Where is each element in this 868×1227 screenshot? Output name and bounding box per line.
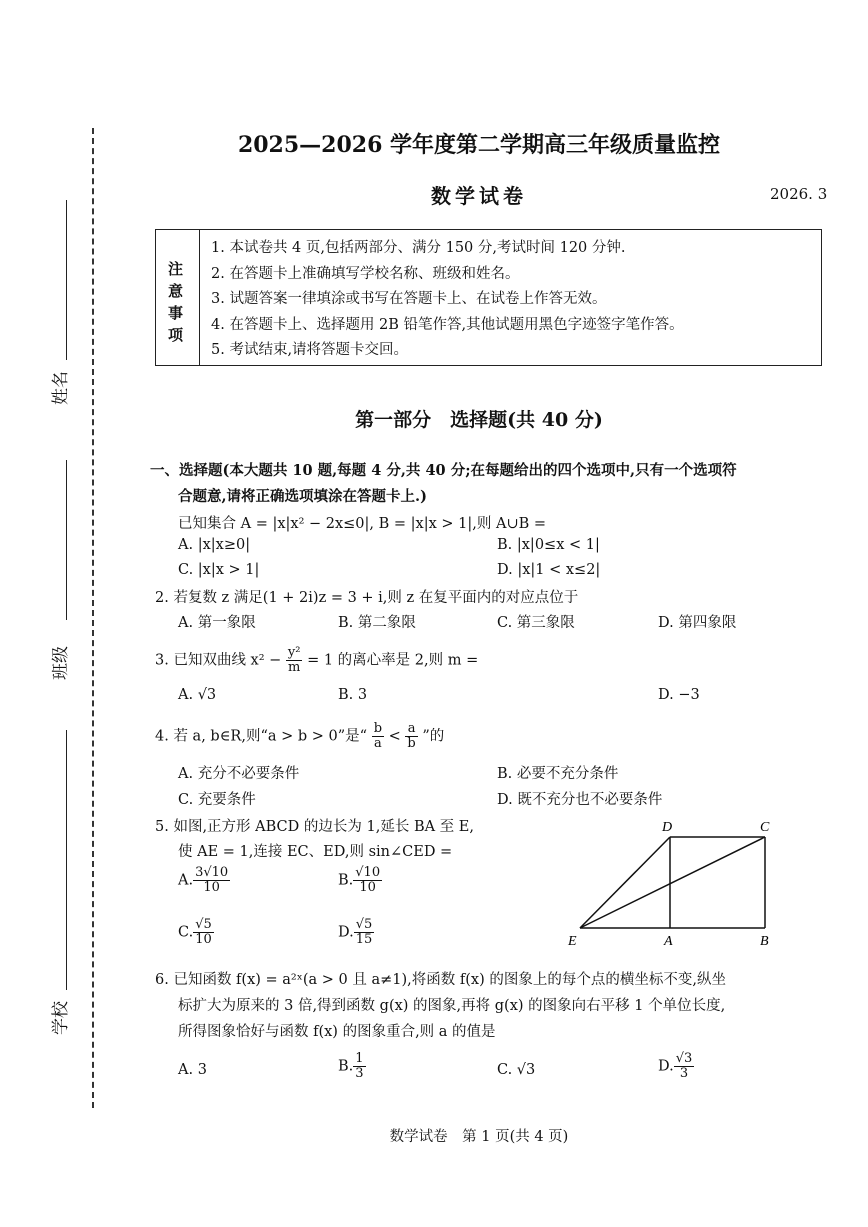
q6-option-d bbox=[658, 1052, 694, 1081]
instructions-line-2: 合题意,请将正确选项填涂在答题卡上.) bbox=[178, 488, 427, 505]
q1-stem: 已知集合 A = |x|x² − 2x≤0|, B = |x|x > 1|,则 A∪B = bbox=[178, 516, 547, 532]
q6-option-b bbox=[338, 1052, 366, 1081]
page-footer: 数学试卷 第 1 页(共 4 页) bbox=[389, 1129, 569, 1145]
q6-option-a: A. 3 bbox=[178, 1062, 207, 1078]
q4-fraction-1 bbox=[372, 722, 384, 751]
q2-stem: 2. 若复数 z 满足(1 + 2i)z = 3 + i,则 z 在复平面内的对应点位于 bbox=[155, 590, 579, 606]
q4-option-a: A. 充分不必要条件 bbox=[178, 766, 300, 782]
exam-title: 2025—2026 学年度第二学期高三年级质量监控 bbox=[237, 132, 721, 158]
q4-stem-pre: 4. 若 a, b∈R,则“a > b > 0”是“ bbox=[155, 728, 368, 745]
instructions-line-1: 一、选择题(本大题共 10 题,每题 4 分,共 40 分;在每题给出的四个选项中,只有一个选项符 bbox=[150, 462, 737, 479]
q5-b-num: √10 bbox=[355, 865, 381, 880]
name-label: 姓名 bbox=[51, 371, 71, 405]
q5-b-den: 10 bbox=[359, 880, 376, 895]
notice-item: 2. 在答题卡上准确填写学校名称、班级和姓名。 bbox=[211, 265, 520, 282]
q4-stem-post: ”的 bbox=[422, 728, 445, 745]
q3-option-d: D. −3 bbox=[658, 687, 700, 703]
q2-option-c: C. 第三象限 bbox=[497, 615, 575, 631]
binding-dashed-line bbox=[92, 128, 94, 1108]
q4-option-d: D. 既不充分也不必要条件 bbox=[497, 792, 663, 808]
q6-line-2: 标扩大为原来的 3 倍,得到函数 g(x) 的图象,再将 g(x) 的图象向右平移 1 个单位长度, bbox=[178, 998, 726, 1014]
q6-b-num: 1 bbox=[355, 1051, 364, 1066]
q6-line-1: 6. 已知函数 f(x) = a²ˣ(a > 0 且 a≠1),将函数 f(x) 的图象上的每个点的横坐标不变,纵坐 bbox=[155, 972, 726, 988]
q2-option-b: B. 第二象限 bbox=[338, 615, 416, 631]
q3-frac-den: m bbox=[288, 660, 301, 675]
q3-option-a: A. √3 bbox=[178, 687, 217, 703]
q5-a-num: 3√10 bbox=[195, 865, 229, 880]
q6-option-c: C. √3 bbox=[497, 1062, 536, 1078]
q5-option-c bbox=[178, 918, 214, 947]
q6-b-fraction bbox=[353, 1052, 365, 1081]
name-write-line bbox=[66, 200, 67, 360]
q4-option-c: C. 充要条件 bbox=[178, 792, 256, 808]
notice-item: 4. 在答题卡上、选择题用 2B 铅笔作答,其他试题用黑色字迹签字笔作答。 bbox=[211, 316, 684, 333]
notice-items bbox=[211, 236, 684, 364]
q5-d-label: D. bbox=[338, 924, 354, 941]
q5-b-label: B. bbox=[338, 872, 354, 889]
q5-option-b bbox=[338, 866, 382, 895]
point-d-label: D bbox=[662, 820, 673, 835]
q1-option-b: B. |x|0≤x < 1| bbox=[497, 537, 600, 553]
school-label: 学校 bbox=[51, 1001, 71, 1035]
q4-f1-num: b bbox=[373, 721, 383, 736]
q6-d-den: 3 bbox=[679, 1066, 689, 1081]
q5-a-fraction bbox=[193, 866, 230, 895]
notice-heading bbox=[156, 230, 200, 365]
q5-c-fraction bbox=[193, 918, 214, 947]
notice-head-char: 项 bbox=[168, 326, 184, 344]
q6-d-label: D. bbox=[658, 1058, 674, 1075]
q5-option-a bbox=[178, 866, 230, 895]
section-title: 第一部分 选择题(共 40 分) bbox=[355, 409, 603, 431]
q5-c-num: √5 bbox=[195, 917, 212, 932]
q5-c-den: 10 bbox=[195, 932, 212, 947]
q6-b-label: B. bbox=[338, 1058, 354, 1075]
q5-a-label: A. bbox=[178, 872, 194, 889]
segment-ec bbox=[580, 837, 765, 928]
q5-b-fraction bbox=[353, 866, 382, 895]
notice-head-char: 注 bbox=[168, 260, 184, 278]
point-c-label: C bbox=[760, 820, 770, 835]
q3-stem bbox=[155, 646, 478, 675]
q5-line-1: 5. 如图,正方形 ABCD 的边长为 1,延长 BA 至 E, bbox=[155, 819, 474, 835]
q1-option-a: A. |x|x≥0| bbox=[178, 537, 251, 553]
q2-option-a: A. 第一象限 bbox=[178, 615, 256, 631]
q5-d-fraction bbox=[354, 918, 375, 947]
q6-b-den: 3 bbox=[355, 1066, 364, 1081]
point-a-label: A bbox=[664, 934, 673, 949]
q5-line-2: 使 AE = 1,连接 EC、ED,则 sin∠CED = bbox=[178, 844, 453, 860]
q6-d-num: √3 bbox=[675, 1051, 693, 1066]
q4-f2-num: a bbox=[405, 722, 417, 737]
segment-ed bbox=[580, 837, 670, 928]
q4-fraction-2 bbox=[405, 722, 417, 751]
q6-line-3: 所得图象恰好与函数 f(x) 的图象重合,则 a 的值是 bbox=[178, 1024, 496, 1040]
q5-d-den: 15 bbox=[355, 932, 373, 947]
notice-box bbox=[155, 229, 822, 366]
class-write-line bbox=[66, 460, 67, 620]
q1-option-d: D. |x|1 < x≤2| bbox=[497, 562, 601, 578]
q4-less-than: < bbox=[388, 728, 401, 745]
q5-geometry-figure bbox=[560, 815, 790, 950]
point-b-label: B bbox=[760, 934, 769, 949]
q4-option-b: B. 必要不充分条件 bbox=[497, 766, 619, 782]
q4-f2-den: b bbox=[407, 736, 416, 751]
notice-head-char: 意 bbox=[168, 282, 184, 300]
class-label: 班级 bbox=[51, 646, 71, 680]
q3-fraction bbox=[286, 646, 303, 675]
exam-date: 2026. 3 bbox=[770, 185, 828, 203]
q5-c-label: C. bbox=[178, 924, 194, 941]
school-write-line bbox=[66, 730, 67, 990]
notice-item: 1. 本试卷共 4 页,包括两部分、满分 150 分,考试时间 120 分钟. bbox=[211, 240, 626, 256]
point-e-label: E bbox=[568, 934, 577, 949]
notice-item: 3. 试题答案一律填涂或书写在答题卡上、在试卷上作答无效。 bbox=[211, 291, 607, 308]
q5-a-den: 10 bbox=[203, 880, 220, 895]
q1-option-c: C. |x|x > 1| bbox=[178, 562, 260, 578]
notice-head-char: 事 bbox=[168, 304, 184, 322]
q5-d-num: √5 bbox=[355, 917, 373, 932]
q3-stem-post: = 1 的离心率是 2,则 m = bbox=[307, 652, 479, 669]
notice-item: 5. 考试结束,请将答题卡交回。 bbox=[211, 342, 409, 359]
exam-subtitle: 数学试卷 bbox=[431, 184, 527, 208]
q3-stem-pre: 3. 已知双曲线 x² − bbox=[155, 652, 282, 669]
q6-d-fraction bbox=[674, 1052, 695, 1081]
q3-frac-num: y² bbox=[287, 645, 301, 660]
q3-option-b: B. 3 bbox=[338, 687, 368, 703]
q4-f1-den: a bbox=[373, 736, 382, 751]
q4-stem bbox=[155, 722, 444, 751]
q5-option-d bbox=[338, 918, 374, 947]
q2-option-d: D. 第四象限 bbox=[658, 615, 737, 631]
